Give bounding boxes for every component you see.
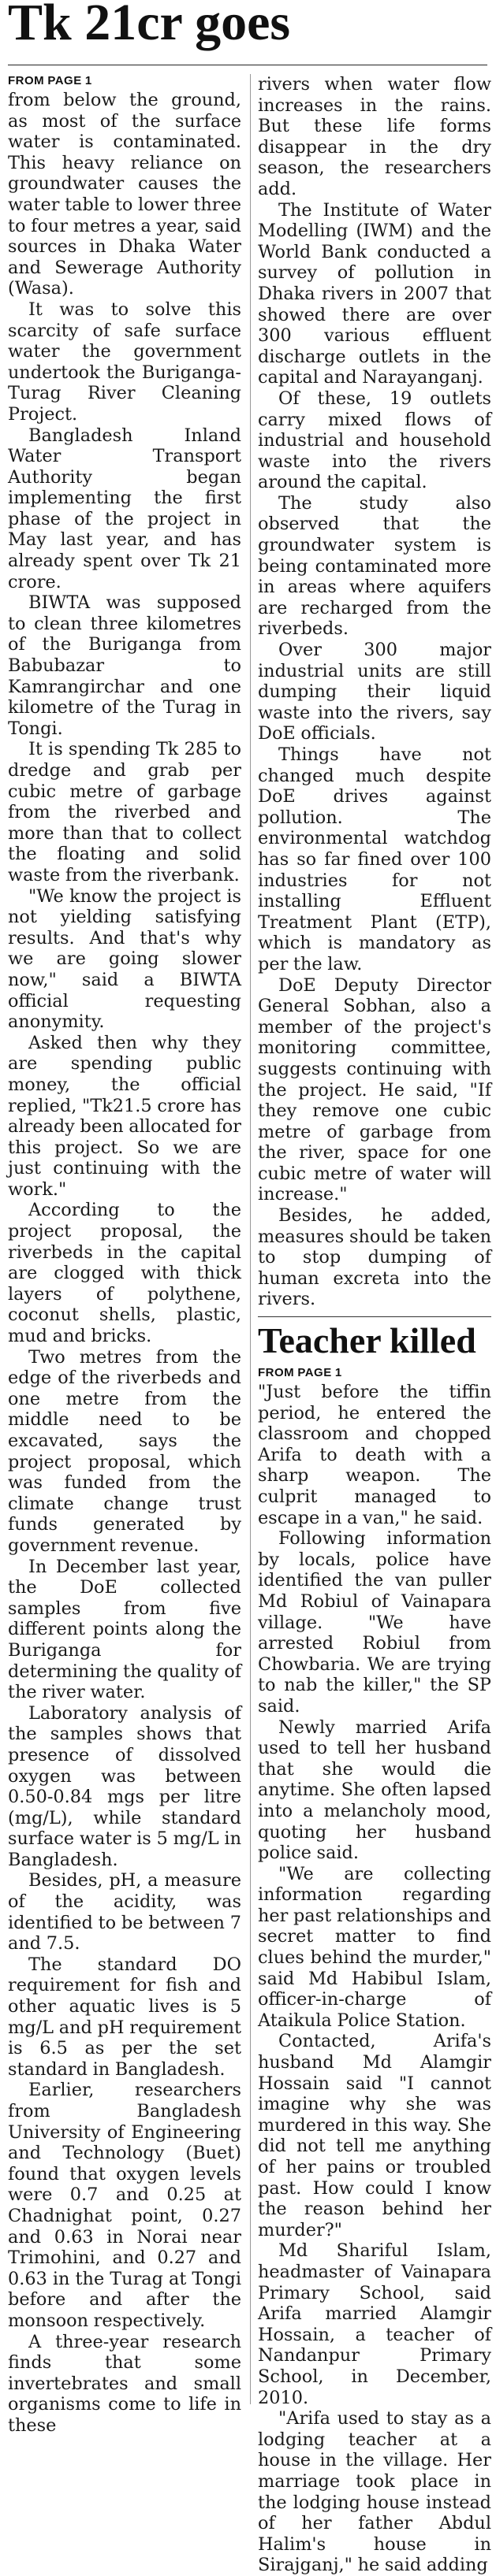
paragraph: Laboratory analysis of the samples shows that presence of dissolved oxygen was between 0.50-0.84 mgs per litre (mg/L), while standard surface water is 5 mg/L in Bangladesh. [8,1702,241,1870]
story-headline: Tk 21cr goes [8,0,291,51]
paragraph: BIWTA was supposed to clean three kilometres of the Buriganga from Babubazar to Kamrangirchar and one kilometre of the Turag in Tongi. [8,592,241,739]
paragraph: "Arifa used to stay as a lodging teacher at a house in the village. Her marriage took place in the lodging house instead of her father Abdul Halim's house in Sirajganj," he said adding [258,2408,491,2576]
paragraph: rivers when water flow increases in the rains. But these life forms disappear in the dry season, the researchers add. [258,74,491,199]
paragraph: According to the project proposal, the riverbeds in the capital are clogged with thick layers of polythene, coconut shells, plastic, mud and bricks. [8,1200,241,1347]
paragraph: Following information by locals, police have identified the van puller Md Robiul of Vainapara village. "We have arrested Robiul from Chowbaria. We are trying to nab the killer," the SP said. [258,1528,491,1717]
paragraph: Bangladesh Inland Water Transport Authority began implementing the first phase of the project in May last year, and has already spent over Tk 21 crore. [8,425,241,592]
teacher-killed-headline: Teacher killed [258,1316,491,1361]
paragraph: It is spending Tk 285 to dredge and grab per cubic metre of garbage from the riverbed and more than that to collect the floating and solid waste from the riverbank. [8,739,241,885]
paragraph: Besides, he added, measures should be taken to stop dumping of human excreta into the rivers. [258,1205,491,1310]
paragraph: Two metres from the edge of the riverbeds and one metre from the middle need to be excavated, says the project proposal, which was funded from the climate change trust funds generated by government revenue. [8,1346,241,1556]
column-divider [250,74,251,2404]
paragraph: Asked then why they are spending public money, the official replied, "Tk21.5 crore has already been allocated for this project. So we are just continuing with the work." [8,1032,241,1200]
paragraph: The study also observed that the groundwater system is being contaminated more in areas where aquifers are recharged from the riverbeds. [258,492,491,640]
paragraph: Earlier, researchers from Bangladesh University of Engineering and Technology (Buet) found that oxygen levels were 0.7 and 0.25 at Chadnighat point, 0.27 and 0.63 in Norai near Trimohini, and 0.27 and 0.63 in the Turag at Tongi before and after the monsoon respectively. [8,2080,241,2331]
paragraph: "We know the project is not yielding satisfying results. And that's why we are going slower now," said a BIWTA official requesting anonymity. [8,885,241,1033]
paragraph: Things have not changed much despite DoE drives against pollution. The environmental watchdog has so far fined over 100 industries for not installing Effluent Treatment Plant (ETP), which is mandatory as per the law. [258,744,491,974]
paragraph: Besides, pH, a measure of the acidity, was identified to be between 7 and 7.5. [8,1870,241,1954]
paragraph: The standard DO requirement for fish and other aquatic lives is 5 mg/L and pH requirement is 6.5 as per the set standard in Bangladesh. [8,1954,241,2080]
paragraph: Md Shariful Islam, headmaster of Vainapara Primary School, said Arifa married Alamgir Hossain, a teacher of Nandanpur Primary School, in December, 2010. [258,2240,491,2408]
paragraph: A three-year research finds that some invertebrates and small organisms come to life in these [8,2331,241,2436]
paragraph: Of these, 19 outlets carry mixed flows of industrial and household waste into the rivers around the capital. [258,388,491,493]
paragraph: In December last year, the DoE collected samples from five different points along the Buriganga for determining the quality of the river water. [8,1556,241,1703]
paragraph: It was to solve this scarcity of safe surface water the government undertook the Buriganga-Turag River Cleaning Project. [8,299,241,425]
right-column [258,74,491,2576]
paragraph: Contacted, Arifa's husband Md Alamgir Hossain said "I cannot imagine why she was murdered in this way. She did not tell me anything of her pains or troubled past. How could I know the reason behind her murder?" [258,2031,491,2240]
paragraph: Over 300 major industrial units are still dumping their liquid waste into the rivers, say DoE officials. [258,640,491,744]
from-page-label: FROM PAGE 1 [258,1366,342,1380]
paragraph: from below the ground, as most of the surface water is contaminated. This heavy reliance on groundwater causes the water table to lower three to four metres a year, said sources in Dhaka Water and Sewerage Authority (Wasa). [8,90,241,299]
from-page-label: FROM PAGE 1 [8,74,92,87]
paragraph: DoE Deputy Director General Sobhan, also a member of the project's monitoring committee, suggests continuing with the project. He said, "If they remove one cubic metre of garbage from the river, space for one cubic metre of water will increase." [258,974,491,1205]
paragraph: Newly married Arifa used to tell her husband that she would die anytime. She often lapsed into a melancholy mood, quoting her husband police said. [258,1717,491,1864]
paragraph: "Just before the tiffin period, he entered the classroom and chopped Arifa to death with a sharp weapon. The culprit managed to escape in a van," he said. [258,1382,491,1528]
left-column [8,74,241,2436]
paragraph: The Institute of Water Modelling (IWM) and the World Bank conducted a survey of pollution in Dhaka rivers in 2007 that showed there are over 300 various effluent discharge outlets in the capital and Narayanganj. [258,199,491,388]
paragraph: "We are collecting information regarding her past relationships and secret matter to find clues behind the murder," said Md Habibul Islam, officer-in-charge of Ataikula Police Station. [258,1863,491,2031]
